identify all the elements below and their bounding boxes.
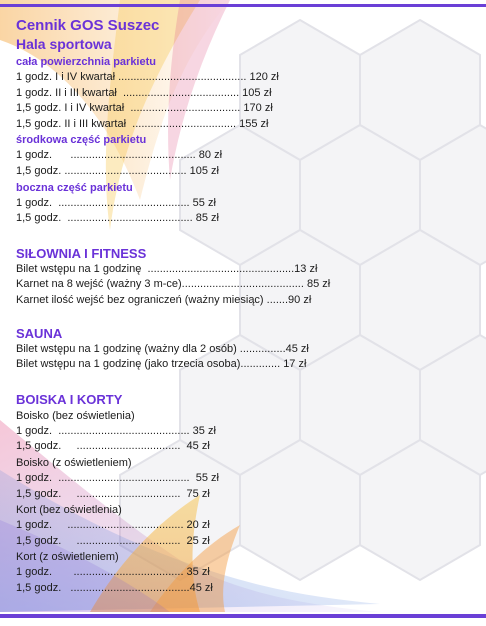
section-heading-silownia: SIŁOWNIA I FITNESS (16, 245, 147, 261)
price-row: 1 godz. ......................................... 80 zł (16, 149, 223, 162)
price-list (16, 16, 456, 596)
price-row: 1 godz. ........................................... 55 zł (16, 471, 219, 484)
section-heading-boiska: BOISKA I KORTY (16, 391, 123, 407)
price-row: 1,5 godz. ........................................ 105 zł (16, 164, 219, 177)
price-row: 1 godz. .................................... 35 zł (16, 566, 210, 579)
price-row: 1 godz. I i IV kwartał .......................................... 120 zł (16, 71, 279, 83)
price-row: 1 godz. II i III kwartał ...................................... 105 zł (16, 86, 272, 99)
srodkowa-czesc-label: środkowa część parkietu (16, 134, 147, 147)
price-row: 1,5 godz. .................................. 45 zł (16, 440, 210, 453)
price-row: Bilet wstępu na 1 godzinę (ważny dla 2 osób) ...............45 zł (16, 342, 309, 355)
boczna-czesc-label: boczna część parkietu (16, 181, 133, 194)
price-row: 1,5 godz. ......................................... 85 zł (16, 212, 219, 225)
page-title: Cennik GOS Suszec (16, 17, 160, 34)
price-row: 1 godz. ........................................... 35 zł (16, 424, 216, 437)
price-row: Bilet wstępu na 1 godzinę (jako trzecia osoba)............. 17 zł (16, 358, 307, 371)
boisko-bez-oswietlenia-label: Boisko (bez oświetlenia) (16, 409, 135, 422)
price-row: 1,5 godz. .................................. 75 zł (16, 487, 210, 500)
price-row: 1,5 godz. .......................................45 zł (16, 581, 213, 594)
price-row: 1 godz. ........................................... 55 zł (16, 196, 216, 209)
price-row: Karnet ilość wejść bez ograniczeń (ważny miesiąc) .......90 zł (16, 293, 312, 306)
top-accent-bar (0, 4, 486, 7)
price-row: 1,5 godz. II i III kwartał .................................. 155 zł (16, 117, 269, 130)
section-title-hala: Hala sportowa (16, 36, 112, 52)
price-row: 1,5 godz. I i IV kwartał .................................... 170 zł (16, 102, 273, 115)
price-row: Bilet wstępu na 1 godzinę ................................................13 zł (16, 262, 318, 275)
price-row: 1 godz. ...................................... 20 zł (16, 519, 210, 532)
cala-powierzchnia-label: cała powierzchnia parkietu (16, 56, 156, 68)
kort-z-oswietleniem-label: Kort (z oświetleniem) (16, 551, 119, 564)
bottom-accent-bar (0, 614, 486, 618)
price-row: Karnet na 8 wejść (ważny 3 m-ce)........................................ 85 zł (16, 278, 331, 291)
section-heading-sauna: SAUNA (16, 325, 63, 341)
boisko-z-oswietleniem-label: Boisko (z oświetleniem) (16, 456, 132, 469)
kort-bez-oswietlenia-label: Kort (bez oświetlenia) (16, 504, 122, 517)
price-row: 1,5 godz. .................................. 25 zł (16, 534, 210, 547)
